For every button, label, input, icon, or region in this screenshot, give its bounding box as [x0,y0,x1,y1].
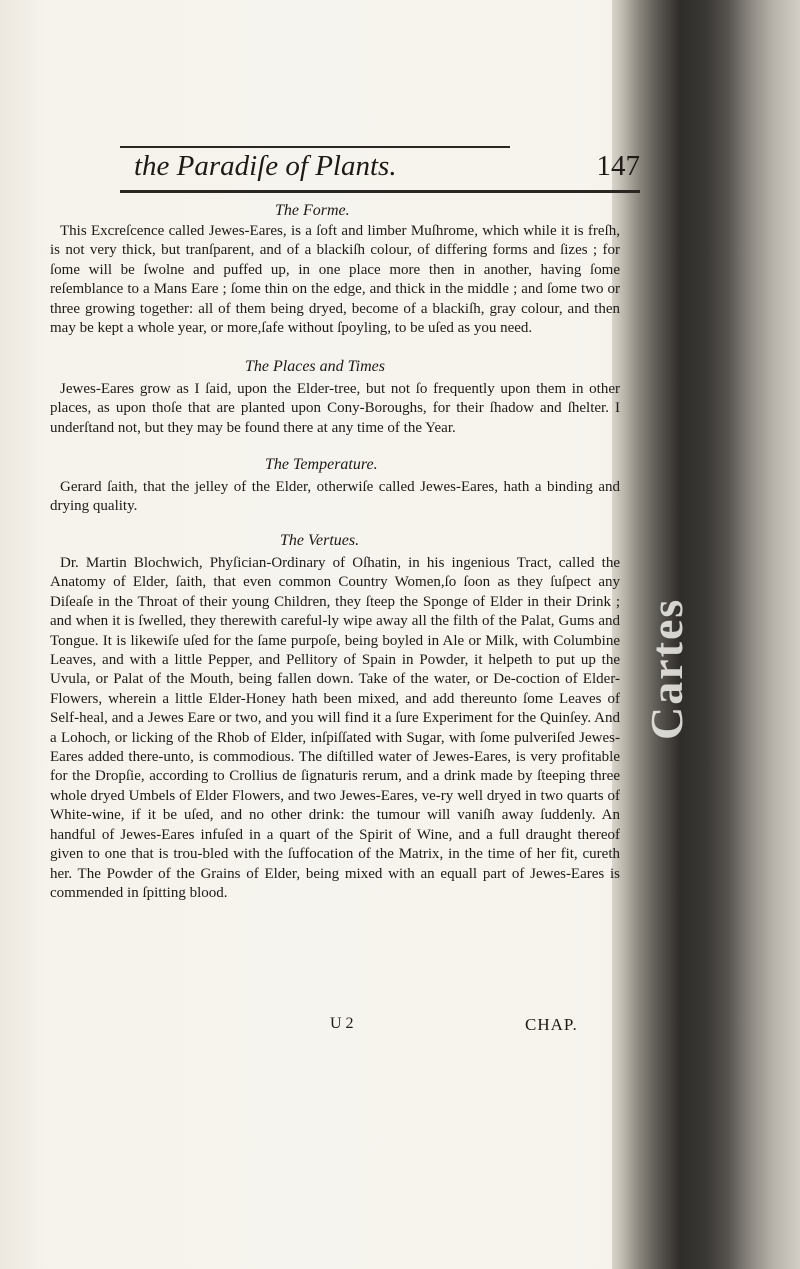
section-heading-places: The Places and Times [245,358,385,375]
page-header [120,150,640,190]
running-title: the Paradiſe of Plants. [134,150,397,182]
section-text-forme: This Excreſcence called Jewes-Eares, is a ſoft and limber Muſhrome, which while it is freſh, is not very thick, but tranſparent, and of a blackiſh colour, of differing forms and ſizes ; for ſome will be ſwolne and puffed up, in one place more then in another, having ſome reſemblance to a Mans Eare ; ſome thin on the edge, and thick in the middle ; and ſome two or three growing together: all of them being dryed, become of a blackiſh, gray colour, and then may be kept a whole year, or more,ſafe without ſpoyling, to be uſed as you need. [50,223,620,337]
section-text-places: Jewes-Eares grow as I ſaid, upon the Elder-tree, but not ſo frequently upon them in other places, as upon thoſe that are planted upon Cony-Boroughs, for their ſhadow and ſhelter. I underſtand not, but they may be found there at any time of the Year. [50,381,620,436]
header-rule [120,190,640,193]
section-text-vertues: Dr. Martin Blochwich, Phyſician-Ordinary of Oſhatin, in his ingenious Tract, called the Anatomy of Elder, ſaith, that even common Country Women,ſo ſoon as they ſuſpect any Diſeaſe in the Throat of their young Children, they ſteep the Sponge of Elder in their Drink ; and when it is ſwelled, they therewith careful-ly wipe away all the filth of the Palat, Gums and Tongue. It is likewiſe uſed for the ſame purpoſe, being boyled in Ale or Milk, with Columbine Leaves, and with a little Pepper, and Pellitory of Spain in Powder, it helpeth to put up the Uvula, or Palat of the Mouth, being fallen down. Take of the water, or De-coction of Elder-Flowers, wherein a little Elder-Honey hath been mixed, and add thereunto ſome Leaves of Self-heal, and a Jewes Eare or two, and you will find it a ſure Experiment for the Quinſey. And a Lohoch, or licking of the Rhob of Elder, inſpiſſated with Sugar, with ſome pulveriſed Jewes-Eares added there-unto, is commodious. The diſtilled water of Jewes-Eares, is very profitable for the Dropſie, according to Crollius de ſignaturis rerum, and a drink made by ſteeping three whole dryed Umbels of Elder Flowers, and two Jewes-Eares, ve-ry well dryed in two quarts of White-wine, if it be uſed, and no other drink: the tumour will vaniſh away ſuddenly. An handful of Jewes-Eares infuſed in a quart of the Spirit of Wine, and a full draught thereof given to one that is trou-bled with the ſuffocation of the Matrix, in the time of her fit, cureth her. The Powder of the Grains of Elder, being mixed with an equall part of Jewes-Eares is commended in ſpitting blood. [50,555,620,901]
section-heading-forme: The Forme. [275,202,350,219]
signature-mark: U 2 [330,1015,354,1032]
section-heading-vertues: The Vertues. [280,532,360,549]
section-text-temperature: Gerard ſaith, that the jelley of the Elder, otherwiſe called Jewes-Eares, hath a binding and drying quality. [50,479,620,515]
catchword: CHAP. [525,1015,578,1034]
gutter-bleed-text: Cartes [641,597,692,740]
section-heading-temperature: The Temperature. [265,456,378,473]
header-top-rule [120,146,510,148]
page-number: 147 [596,150,640,182]
